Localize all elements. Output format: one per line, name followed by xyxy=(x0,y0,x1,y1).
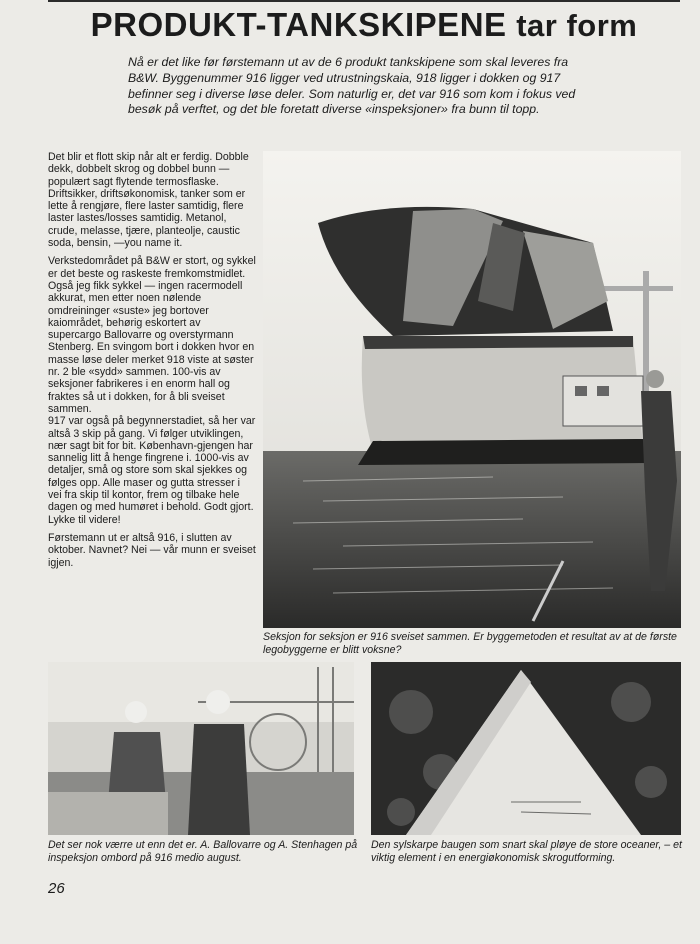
headline-tail: tar form xyxy=(516,8,638,43)
headline xyxy=(48,6,680,44)
ship-hull-illustration xyxy=(263,151,681,628)
body-paragraph-3: 917 var også på begynnerstadiet, så her var altså 3 skip på gang. Vi følger utviklingen, nær sagt bit for bit. København-gjengen har sannelig litt å henge fingrene i. 1000-vis av detaljer, små og store som skal sjekkes og følges opp. Alle maser og gutta stresser i vei fra skip til kontor, frem og tilbake hele dagen og med humøret i behold. Godt gjort. Lykke til videre! xyxy=(48,415,256,526)
body-paragraph-4: Førstemann ut er altså 916, i slutten av oktober. Navnet? Nei — vår munn er sveiset igjen. xyxy=(48,531,256,569)
sharp-bow-photo xyxy=(371,662,681,835)
headline-main: PRODUKT-TANKSKIPENE xyxy=(90,6,507,43)
ship-hull-photo xyxy=(263,151,681,628)
body-column xyxy=(48,151,256,575)
inspection-caption: Det ser nok værre ut enn det er. A. Ballovarre og A. Stenhagen på inspeksjon ombord på 916 medio august. xyxy=(48,839,358,864)
body-paragraph-2: Verkstedområdet på B&W er stort, og sykkel er det beste og raskeste fremkomstmidlet. Også jeg fikk sykkel — ingen racermodell akkurat, men etter noen nølende omdreininger «suste» jeg bortover kaiområdet, behørig eskortert av supercargo Ballovarre og overstyrmann Stenberg. En svingom bort i dokken hvor en masse løse deler merket 918 viste at søster nr. 2 ble «sydd» sammen. 100-vis av seksjoner fabrikeres i en enorm hall og fraktes så ut i dokken, for å bli sveiset sammen. xyxy=(48,255,256,415)
hull-caption: Seksjon for seksjon er 916 sveiset sammen. Er byggemetoden et resultat av at de første legobyggerne er blitt voksne? xyxy=(263,631,677,656)
page-number: 26 xyxy=(48,880,65,897)
top-rule xyxy=(48,0,680,2)
ingress-text: Nå er det like før førstemann ut av de 6 produkt tankskipene som skal leveres fra B&W. Byggenummer 916 ligger ved utrustningskaia, 918 ligger i dokken og 917 befinner seg i diverse løse deler. Som naturlig er, det var 916 som kom i fokus ved besøk på verftet, og det ble foretatt diverse «inspeksjoner» fra bunn til topp. xyxy=(128,55,576,117)
two-men-hardhats-photo xyxy=(48,662,354,835)
bow-caption: Den sylskarpe baugen som snart skal pløye de store oceaner, – et viktig element i en energiøkonomisk skrogutforming. xyxy=(371,839,682,864)
inspection-illustration xyxy=(48,662,354,835)
bow-illustration xyxy=(371,662,681,835)
body-paragraph-1: Det blir et flott skip når alt er ferdig. Dobble dekk, dobbelt skrog og dobbel bunn — populært sagt flytende termosflaske. Driftsikker, driftsøkonomisk, tanker som er lette å rengjøre, flere laster samtidig, flere laster lastes/losses samtidig. Metanol, crude, melasse, tjære, planteolje, caustic soda, bensin, —you name it. xyxy=(48,151,249,250)
